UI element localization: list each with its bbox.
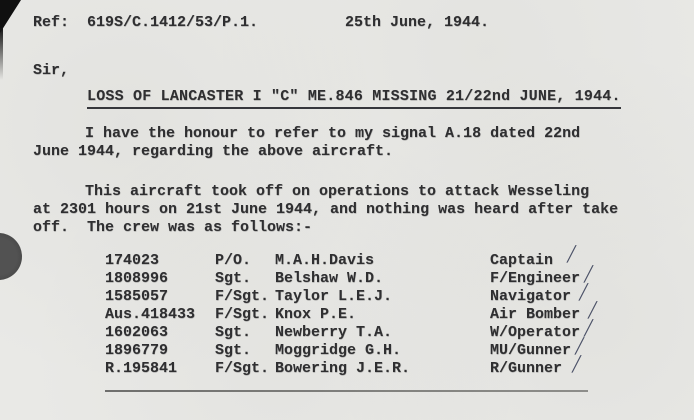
letter-date: 25th June, 1944. [345, 14, 490, 31]
paragraph-line: This aircraft took off on operations to attack Wesseling [85, 183, 590, 200]
salutation: Sir, [33, 62, 70, 79]
crew-role: R/Gunner [490, 360, 563, 377]
crew-role: W/Operator [490, 324, 581, 341]
paragraph-signal-reference [33, 125, 678, 161]
table-row [105, 357, 678, 378]
paragraph-operation-details [33, 183, 678, 237]
table-row [105, 339, 678, 360]
tick-icon: ╱ [572, 357, 582, 374]
reference-number: Ref: 619S/C.1412/53/P.1. [33, 14, 259, 31]
paragraph-line: off. The crew was as follows:- [33, 219, 313, 236]
crew-name: Moggridge G.H. [275, 342, 402, 359]
crew-role: F/Engineer [490, 270, 581, 287]
rank: Sgt. [215, 324, 252, 341]
rank: Sgt. [215, 342, 252, 359]
service-number: 1896779 [105, 342, 169, 359]
crew-name: M.A.H.Davis [275, 252, 375, 269]
rank: P/O. [215, 252, 252, 269]
tick-icon: ╱ [588, 303, 598, 320]
service-number: 1808996 [105, 270, 169, 287]
crew-role: Captain [490, 252, 554, 269]
subject-heading: LOSS OF LANCASTER I "C" ME.846 MISSING 21/22nd JUNE, 1944. [87, 88, 621, 109]
table-underline [105, 390, 588, 392]
rank: F/Sgt. [215, 306, 270, 323]
rank: F/Sgt. [215, 360, 270, 377]
tick-icon: ╱ [567, 247, 577, 264]
letter-body [33, 14, 678, 392]
crew-name: Taylor L.E.J. [275, 288, 393, 305]
crew-role: MU/Gunner [490, 342, 572, 359]
reference-row [33, 14, 678, 32]
paragraph-line: I have the honour to refer to my signal A.18 dated 22nd [85, 125, 581, 142]
service-number: 1602063 [105, 324, 169, 341]
crew-name: Newberry T.A. [275, 324, 393, 341]
tick-icon: ╱ [575, 339, 585, 356]
paragraph-line: June 1944, regarding the above aircraft. [33, 143, 394, 160]
table-row [105, 321, 678, 342]
punch-hole [0, 233, 22, 280]
table-row [105, 267, 678, 288]
crew-name: Belshaw W.D. [275, 270, 384, 287]
tick-icon: ╱ [579, 285, 589, 302]
scan-corner-artifact [0, 0, 21, 33]
crew-name: Bowering J.E.R. [275, 360, 411, 377]
tick-icon: ╱ [584, 267, 594, 284]
rank: Sgt. [215, 270, 252, 287]
crew-table [105, 247, 678, 378]
tick-icon: ╱ [584, 321, 594, 338]
service-number: Aus.418433 [105, 306, 196, 323]
service-number: R.195841 [105, 360, 178, 377]
rank: F/Sgt. [215, 288, 270, 305]
crew-role: Air Bomber [490, 306, 581, 323]
paragraph-line: at 2301 hours on 21st June 1944, and nothing was heard after take [33, 201, 619, 218]
service-number: 1585057 [105, 288, 169, 305]
scan-edge-artifact [0, 28, 3, 80]
crew-name: Knox P.E. [275, 306, 357, 323]
service-number: 174023 [105, 252, 160, 269]
crew-role: Navigator [490, 288, 572, 305]
